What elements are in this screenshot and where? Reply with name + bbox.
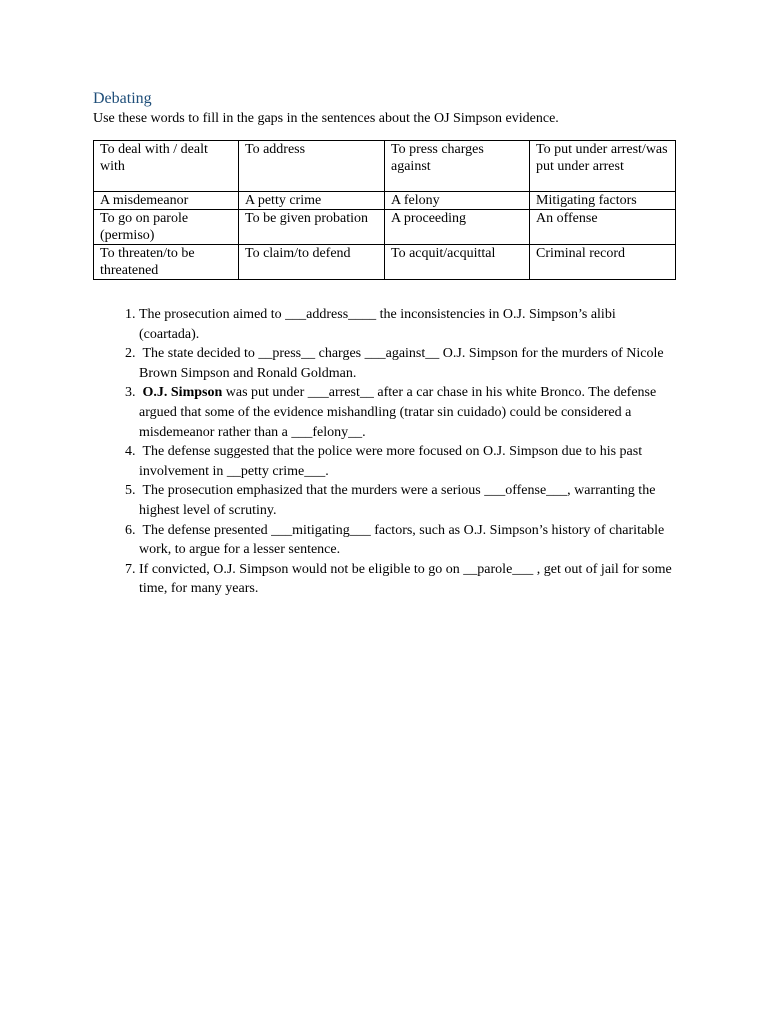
list-item	[139, 305, 676, 344]
instructions-text: Use these words to fill in the gaps in the sentences about the OJ Simpson evidence.	[93, 111, 559, 126]
table-row	[94, 210, 676, 245]
question-text: The prosecution aimed to ___address____ the inconsistencies in O.J. Simpson’s alibi (coartada).	[139, 307, 616, 342]
table-cell: A petty crime	[239, 192, 385, 210]
table-row	[94, 192, 676, 210]
document-page	[93, 89, 676, 599]
table-cell: A proceeding	[385, 210, 530, 245]
question-list	[93, 305, 676, 599]
question-text: was put under ___arrest__ after a car chase in his white Bronco. The defense argued that some of the evidence mishandling (tratar sin cuidado) could be considered a misdemeanor rather than a ___felony__.	[139, 385, 657, 440]
table-cell: To claim/to defend	[239, 245, 385, 280]
list-item	[139, 481, 676, 520]
table-cell: To press charges against	[385, 141, 530, 192]
list-item	[139, 383, 676, 442]
question-text: The defense presented ___mitigating___ factors, such as O.J. Simpson’s history of charitable work, to argue for a lesser sentence.	[139, 522, 668, 558]
list-item	[139, 560, 676, 599]
document-heading: Debating	[93, 90, 152, 107]
word-bank-table	[93, 140, 676, 280]
table-cell: To be given probation	[239, 210, 385, 245]
table-cell: To put under arrest/was put under arrest	[530, 141, 676, 192]
list-item	[139, 442, 676, 481]
question-bold-lead: O.J. Simpson	[139, 385, 223, 401]
question-text: The state decided to __press__ charges ___against__ O.J. Simpson for the murders of Nicole Brown Simpson and Ronald Goldman.	[139, 346, 668, 381]
table-cell: Mitigating factors	[530, 192, 676, 210]
question-text: If convicted, O.J. Simpson would not be eligible to go on __parole___ , get out of jail for some time, for many years.	[139, 561, 672, 597]
table-cell: A misdemeanor	[94, 192, 239, 210]
list-item	[139, 521, 676, 560]
table-row	[94, 245, 676, 280]
table-cell: An offense	[530, 210, 676, 245]
table-cell: To deal with / dealt with	[94, 141, 239, 192]
question-text: The defense suggested that the police were more focused on O.J. Simpson due to his past involvement in __petty crime___.	[139, 444, 646, 479]
question-text: The prosecution emphasized that the murders were a serious ___offense___, warranting the highest level of scrutiny.	[139, 483, 659, 518]
table-cell: Criminal record	[530, 245, 676, 280]
table-cell: To threaten/to be threatened	[94, 245, 239, 280]
list-item	[139, 344, 676, 383]
table-row	[94, 141, 676, 192]
table-cell: To acquit/acquittal	[385, 245, 530, 280]
table-cell: To go on parole (permiso)	[94, 210, 239, 245]
table-cell: To address	[239, 141, 385, 192]
table-cell: A felony	[385, 192, 530, 210]
